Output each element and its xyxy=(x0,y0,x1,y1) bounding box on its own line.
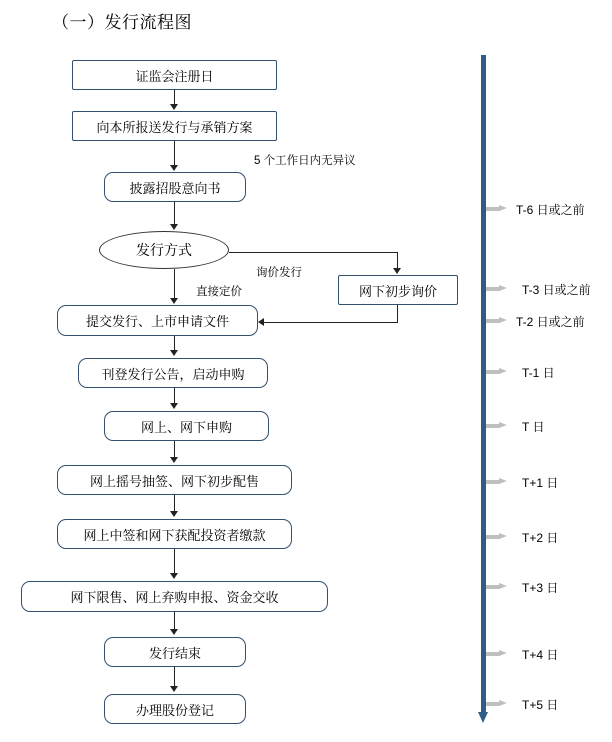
flow-node-label: 提交发行、上市申请文件 xyxy=(85,314,229,329)
timeline-marker-arrow xyxy=(486,583,508,590)
annotation-inquiry-issue: 询价发行 xyxy=(256,267,302,279)
flow-node-label: 网上摇号抽签、网下初步配售 xyxy=(89,473,259,489)
flow-node-offline-inquiry[interactable] xyxy=(338,275,458,305)
flow-node-submit-listing-docs[interactable] xyxy=(57,305,258,336)
timeline-marker-arrow xyxy=(486,533,508,540)
connector-2 xyxy=(174,141,175,166)
flow-node-online-offline-subscription[interactable] xyxy=(104,411,269,441)
connector-10 xyxy=(174,495,175,511)
timeline-marker-label: T 日 xyxy=(522,420,545,434)
connector-arrow-5 xyxy=(393,268,401,274)
flow-node-label: 披露招股意向书 xyxy=(129,180,221,196)
connector-6b xyxy=(264,322,398,323)
connector-arrow-3 xyxy=(170,224,178,230)
flow-node-share-registration[interactable] xyxy=(104,694,246,724)
page-title: （一）发行流程图 xyxy=(52,13,192,32)
connector-arrow-7 xyxy=(170,350,178,356)
timeline-marker-label: T-2 日或之前 xyxy=(516,315,585,329)
timeline-arrow-head xyxy=(478,712,488,723)
timeline-marker-label: T+2 日 xyxy=(522,531,559,545)
connector-arrow-4 xyxy=(170,298,178,304)
timeline-marker-label: T-3 日或之前 xyxy=(522,283,591,297)
timeline-marker-arrow xyxy=(486,650,508,657)
timeline-marker-arrow xyxy=(486,205,508,212)
flow-node-label: 网上、网下申购 xyxy=(140,419,232,435)
timeline-marker-label: T+3 日 xyxy=(522,581,559,595)
connector-4 xyxy=(174,269,175,299)
timeline-marker-arrow xyxy=(486,368,508,375)
flow-node-label: 办理股份登记 xyxy=(135,702,214,718)
timeline-marker-arrow xyxy=(486,422,508,429)
connector-arrow-13 xyxy=(170,686,178,692)
connector-arrow-8 xyxy=(170,403,178,409)
timeline-marker-label: T+4 日 xyxy=(522,648,559,662)
connector-arrow-11 xyxy=(170,573,178,579)
annotation-no-objection: 5 个工作日内无异议 xyxy=(254,155,356,167)
connector-arrow-1 xyxy=(170,104,178,110)
connector-5a xyxy=(229,252,398,253)
flow-node-label: 网上中签和网下获配投资者缴款 xyxy=(83,527,266,543)
flow-node-registration-date[interactable] xyxy=(72,60,277,90)
timeline-marker-label: T-1 日 xyxy=(522,366,555,380)
connector-arrow-6 xyxy=(258,318,264,326)
connector-arrow-2 xyxy=(170,165,178,171)
timeline-marker-arrow xyxy=(486,700,508,707)
flow-node-label: 网下初步询价 xyxy=(358,283,437,299)
connector-12 xyxy=(174,612,175,629)
connector-arrow-9 xyxy=(170,457,178,463)
timeline-marker-arrow xyxy=(486,317,508,324)
flow-node-label: 发行结束 xyxy=(148,645,201,661)
connector-5b xyxy=(397,252,398,269)
flow-node-label: 刊登发行公告，启动申购 xyxy=(101,366,245,382)
timeline-axis xyxy=(481,55,486,715)
connector-arrow-12 xyxy=(170,629,178,635)
flow-node-label: 证监会注册日 xyxy=(135,68,214,84)
timeline-marker-label: T-6 日或之前 xyxy=(516,203,585,217)
connector-3 xyxy=(174,202,175,224)
flow-node-label: 发行方式 xyxy=(136,242,192,258)
flow-node-submit-plan[interactable] xyxy=(72,111,277,141)
flow-node-label: 向本所报送发行与承销方案 xyxy=(96,119,253,135)
flow-node-lottery-allocation[interactable] xyxy=(57,465,292,495)
annotation-direct-pricing: 直接定价 xyxy=(196,286,242,298)
timeline-marker-arrow xyxy=(486,285,508,292)
timeline-marker-label: T+1 日 xyxy=(522,476,559,490)
timeline-marker-label: T+5 日 xyxy=(522,698,559,712)
connector-7 xyxy=(174,336,175,350)
connector-6a xyxy=(397,305,398,323)
timeline-marker-arrow xyxy=(486,478,508,485)
connector-8 xyxy=(174,388,175,403)
flow-node-disclose-prospectus[interactable] xyxy=(104,172,246,202)
flow-node-investor-payment[interactable] xyxy=(57,519,292,549)
connector-11 xyxy=(174,549,175,573)
flow-node-lockup-abandon-settlement[interactable] xyxy=(21,581,328,612)
flow-node-issue-method[interactable] xyxy=(99,231,229,269)
flow-node-issue-end[interactable] xyxy=(104,637,246,667)
connector-1 xyxy=(174,90,175,105)
connector-13 xyxy=(174,667,175,686)
flow-node-publish-announcement[interactable] xyxy=(78,358,268,388)
connector-9 xyxy=(174,441,175,457)
flow-node-label: 网下限售、网上弃购申报、资金交收 xyxy=(70,590,279,605)
connector-arrow-10 xyxy=(170,511,178,517)
